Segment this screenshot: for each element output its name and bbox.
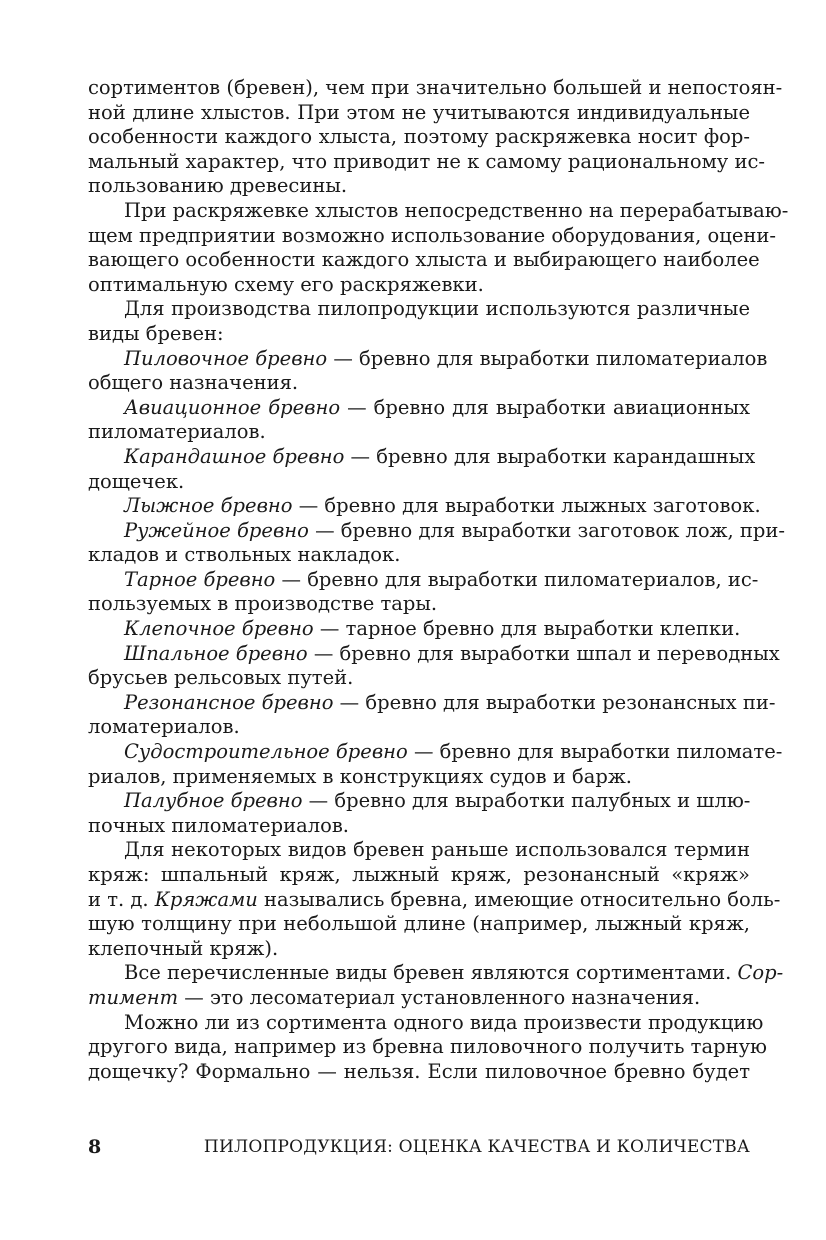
running-head: ПИЛОПРОДУКЦИЯ: ОЦЕНКА КАЧЕСТВА И КОЛИЧЕСТВА <box>203 1137 750 1157</box>
term: тимент <box>88 985 179 1009</box>
line-text: — это лесоматериал установленного назначения. <box>178 985 701 1009</box>
term: Резонансное бревно <box>124 690 334 714</box>
line-text: вающего особенности каждого хлыста и выбирающего наиболее <box>88 248 760 272</box>
line-text: — бревно для выработки палубных и шлю- <box>302 789 751 813</box>
line-text: клепочный кряж). <box>88 936 279 960</box>
term: Тарное бревно <box>124 567 276 591</box>
text-line <box>88 101 750 126</box>
text-line <box>88 740 783 765</box>
term: Карандашное бревно <box>124 444 345 468</box>
line-text: пользованию древесины. <box>88 174 348 198</box>
term: Шпальное бревно <box>124 641 308 665</box>
text-line <box>88 273 750 298</box>
line-text: дощечку? Формально — нельзя. Если пиловочное бревно будет <box>88 1059 750 1083</box>
text-line <box>88 543 750 568</box>
text-line <box>88 420 750 445</box>
line-text: щем предприятии возможно использование оборудования, оцени- <box>88 223 776 247</box>
line-text: почных пиломатериалов. <box>88 813 349 837</box>
line-text: шую толщину при небольшой длине (например, лыжный кряж, <box>88 912 750 936</box>
line-text: Для некоторых видов бревен раньше использовался термин <box>124 838 750 862</box>
text-line <box>88 887 781 913</box>
text-line <box>88 198 789 224</box>
text-line <box>88 149 765 175</box>
text-line <box>88 346 768 372</box>
line-text: Можно ли из сортимента одного вида произвести продукцию <box>124 1010 764 1034</box>
line-text: При раскряжевке хлыстов непосредственно на перерабатываю- <box>124 198 789 222</box>
term: Судостроительное бревно <box>124 740 408 764</box>
line-text: назывались бревна, имеющие относительно боль- <box>257 887 781 911</box>
term: Авиационное бревно <box>124 395 341 419</box>
term: Пиловочное бревно <box>124 346 328 370</box>
text-line <box>88 396 750 421</box>
text-line <box>88 322 750 347</box>
line-text: ломатериалов. <box>88 715 240 739</box>
text-line <box>88 838 750 863</box>
line-text: — бревно для выработки авиационных <box>340 395 750 419</box>
text-line <box>88 248 760 273</box>
line-text: брусьев рельсовых путей. <box>88 666 354 690</box>
text-line <box>88 1060 750 1085</box>
text-line <box>88 444 756 470</box>
line-text: другого вида, например из бревна пиловочного получить тарную <box>88 1035 768 1059</box>
text-line <box>88 666 750 691</box>
text-line <box>88 986 750 1011</box>
text-line <box>88 76 783 101</box>
text-line <box>88 961 784 986</box>
body-text <box>88 76 789 1084</box>
line-text: — бревно для выработки пиломате- <box>407 740 783 764</box>
text-line <box>88 567 759 593</box>
text-line <box>88 297 750 322</box>
line-text: Все перечисленные виды бревен являются сортиментами. <box>124 961 738 985</box>
text-line <box>88 518 785 544</box>
text-line <box>88 592 750 617</box>
line-text: — бревно для выработки резонансных пи- <box>333 690 776 714</box>
line-text: — бревно для выработки шпал и переводных <box>307 641 780 665</box>
term: Клепочное бревно <box>124 617 314 641</box>
text-line <box>88 715 750 740</box>
text-line <box>88 470 750 495</box>
text-line <box>88 937 750 962</box>
line-text: мальный характер, что приводит не к самому рациональному ис- <box>88 149 765 173</box>
page-number: 8 <box>88 1136 102 1158</box>
term: Палубное бревно <box>124 789 303 813</box>
line-text: сортиментов (бревен), чем при значительно большей и непостоян- <box>88 76 783 99</box>
text-line <box>88 1010 764 1036</box>
line-prefix: и т. д. <box>88 887 155 911</box>
line-text: особенности каждого хлыста, поэтому раскряжевка носит фор- <box>88 125 750 149</box>
text-line <box>88 690 776 716</box>
line-text: виды бревен: <box>88 321 224 345</box>
text-line <box>88 863 750 888</box>
text-line <box>88 617 750 642</box>
line-text: — бревно для выработки пиломатериалов <box>327 346 768 370</box>
text-line <box>88 641 780 667</box>
term: Сор- <box>737 961 784 985</box>
line-text: — бревно для выработки лыжных заготовок. <box>292 494 761 518</box>
term: Лыжное бревно <box>124 494 293 518</box>
text-line <box>88 789 750 814</box>
line-text: — тарное бревно для выработки клепки. <box>313 617 741 641</box>
line-text: кладов и ствольных накладок. <box>88 543 401 567</box>
line-text: дощечек. <box>88 469 185 493</box>
line-text: пиломатериалов. <box>88 420 266 444</box>
text-line <box>88 174 750 199</box>
term: Кряжами <box>154 887 258 911</box>
line-text: ной длине хлыстов. При этом не учитываются индивидуальные <box>88 100 750 124</box>
text-line <box>88 494 761 519</box>
line-text: риалов, применяемых в конструкциях судов и барж. <box>88 764 633 788</box>
text-line <box>88 765 750 790</box>
text-line <box>88 223 776 249</box>
text-line <box>88 1035 768 1060</box>
page-footer <box>88 1136 750 1158</box>
line-text: оптимальную схему его раскряжевки. <box>88 272 484 296</box>
text-line <box>88 912 750 937</box>
line-text: пользуемых в производстве тары. <box>88 592 438 616</box>
text-line <box>88 371 750 396</box>
text-line <box>88 125 750 150</box>
line-text: общего назначения. <box>88 371 299 395</box>
term: Ружейное бревно <box>124 518 309 542</box>
line-text: — бревно для выработки карандашных <box>344 444 756 468</box>
line-text: кряж: шпальный кряж, лыжный кряж, резонансный «кряж» <box>88 863 750 886</box>
line-text: Для производства пилопродукции используются различные <box>124 297 750 321</box>
line-text: — бревно для выработки заготовок лож, при- <box>308 518 785 542</box>
line-text: — бревно для выработки пиломатериалов, ис- <box>275 567 759 591</box>
text-line <box>88 814 750 839</box>
